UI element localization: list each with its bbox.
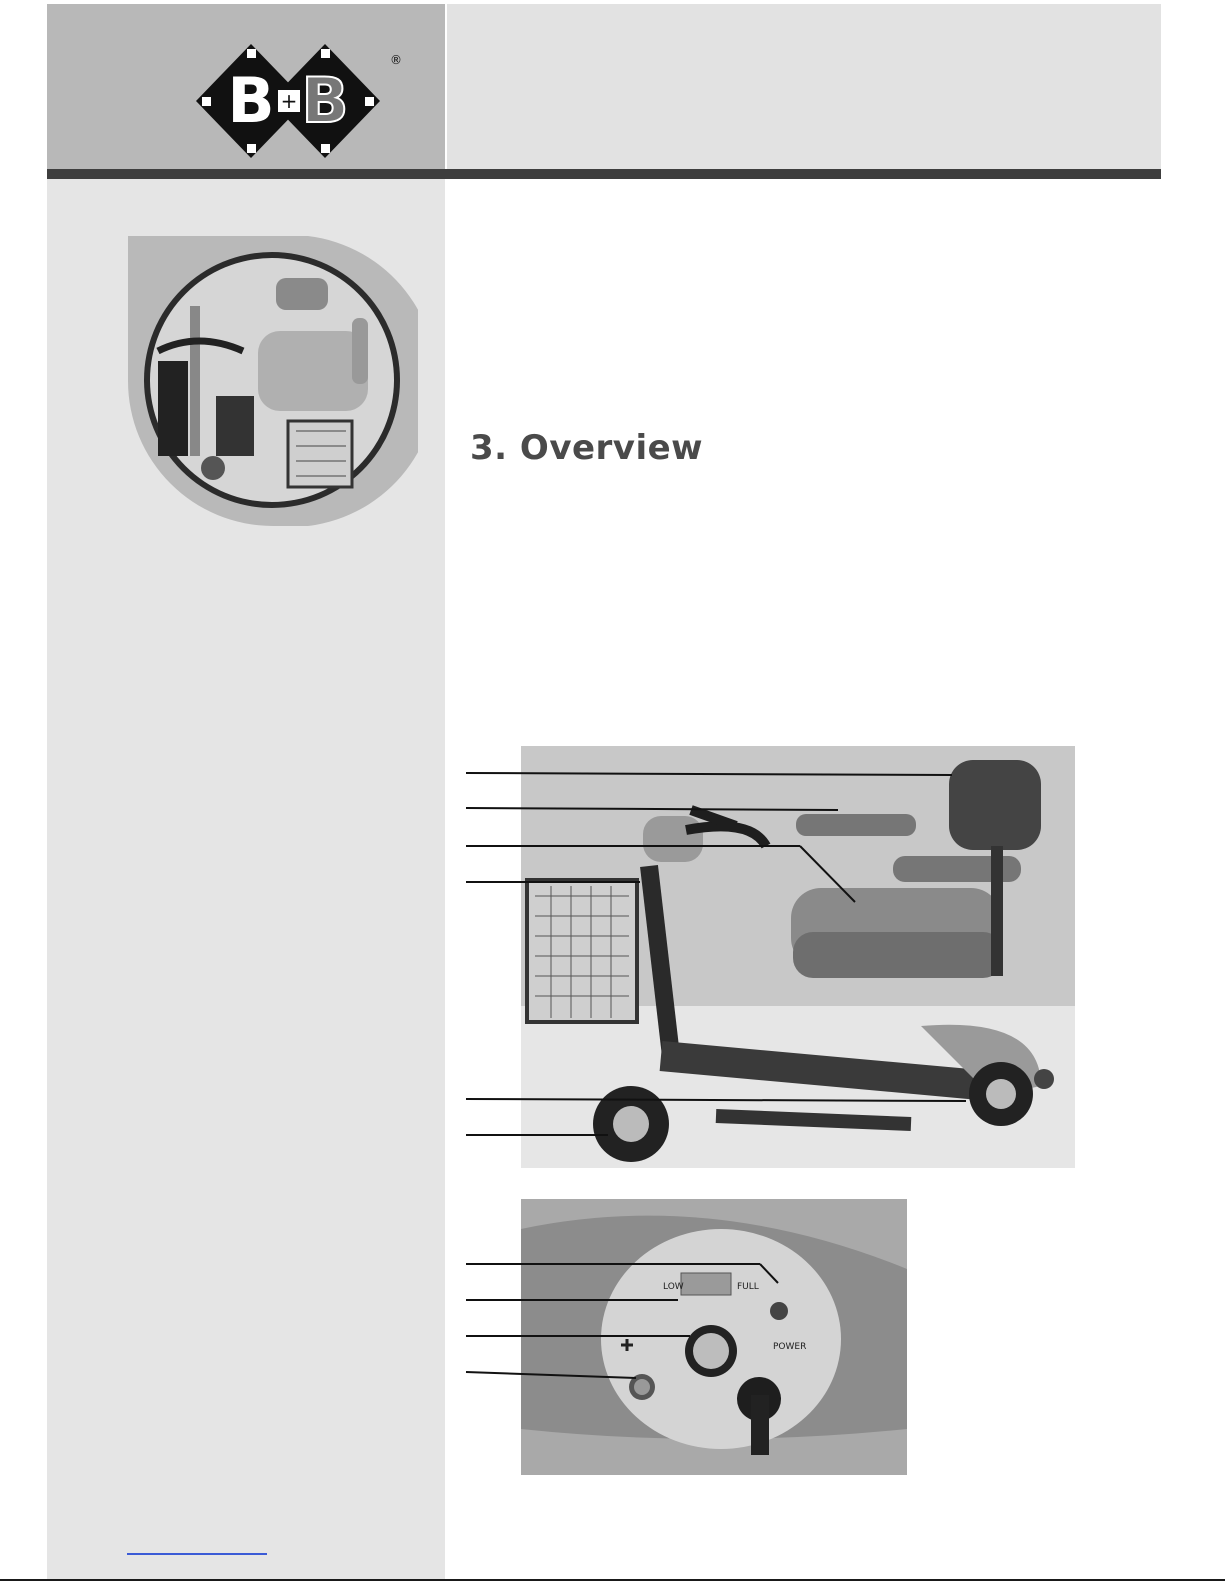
svg-text:B: B <box>301 64 349 137</box>
header-blank-panel <box>447 4 1161 169</box>
bottom-rule <box>0 1579 1225 1581</box>
footer-link-underline[interactable] <box>127 1553 267 1555</box>
registered-mark: ® <box>390 53 402 67</box>
battery-full-label: FULL <box>737 1282 759 1292</box>
scooter-photo <box>521 746 1075 1168</box>
page-title: 3. Overview <box>470 428 704 468</box>
header-brand-panel <box>47 4 445 169</box>
brand-logo <box>192 42 412 160</box>
power-label: POWER <box>773 1342 807 1352</box>
svg-text:+: + <box>280 89 298 113</box>
svg-text:B: B <box>227 64 275 137</box>
thumbnail-image <box>128 236 418 526</box>
header-divider <box>47 169 1161 179</box>
battery-low-label: LOW <box>663 1282 684 1292</box>
control-panel-photo <box>521 1199 907 1475</box>
